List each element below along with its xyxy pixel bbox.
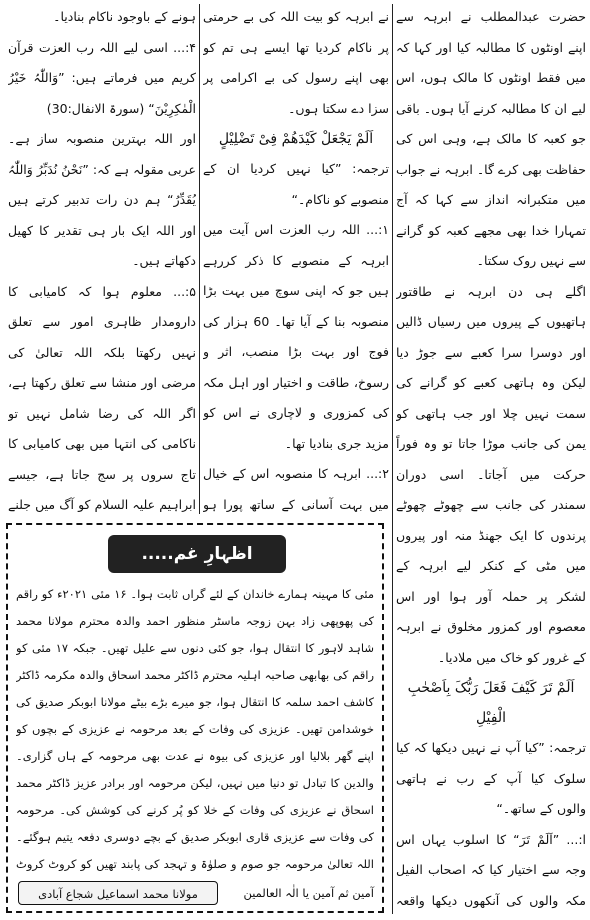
condolence-box [6, 523, 384, 913]
condolence-body: مئی کا مہینہ ہمارے خاندان کے لئے گراں ثابت ہوا۔ ۱۶ مئی ۲۰۲۱ء کو راقم کی پھوپھی زاد بہن زوجہ ماسٹر منظور احمد والدہ محترم مولانا محمد شاہد لاہور کا انتقال ہوا، جو کئی دنوں سے علیل تھیں۔ جبکہ ۱۷ مئی کو راقم کی بھابھی صاحبہ اہلیہ محترم ڈاکٹر محمد اسحاق والدہ مکرمہ ڈاکٹر کاشف احمد سلمہ کا انتقال ہوا، جو میرے بڑے بیٹے مولانا ابوبکر صدیق کی خوشدامن تھیں۔ عزیزی کی وفات کے بعد مرحومہ نے عزیزی کے بچوں کو اپنے گھر بلالیا اور عزیزی کی بیوہ نے عدت بھی مرحومہ کے ہاں گزاری۔ والدین کا تبادل تو دنیا میں نہیں، لیکن مرحومہ اور برادر عزیز ڈاکٹر محمد اسحاق نے عزیزی کی وفات کے خلا کو پُر کرنے کی کوشش کی۔ مرحومہ کی وفات سے عزیزی قاری ابوبکر صدیق کے بچے دوسری دفعہ یتیم ہوگئے۔ اللہ تعالیٰ مرحومہ جو صوم و صلوٰۃ و تہجد کی پابند تھیں کو کروٹ کروٹ [16, 587, 374, 871]
column-middle [203, 2, 389, 512]
column-divider [199, 4, 200, 514]
column-right [396, 2, 586, 918]
condolence-closing: آمین ثم آمین یا الٰہ العالمین [243, 886, 374, 900]
paragraph: ۴:... اسی لیے اللہ رب العزت قرآن کریم میں فرماتے ہیں: ”وَاللّٰہُ خَیْرُ الْمٰکِرِیْنَ“ (سورۃ الانفال:30) [8, 39, 196, 116]
paragraph: ۱:... اللہ رب العزت اس آیت میں ابرہہ کے منصوبے کا ذکر کررہے ہیں جو کہ اپنی سوچ میں بہت بڑا منصوبہ بنا کے آیا تھا۔ 60 ہزار کی فوج اور بہت بڑا منصب، اثر و رسوخ، طاقت و اختیار اور اہل مکہ کی کمزوری و لاچاری نے اس کو مزید جری بنادیا تھا۔ [203, 222, 389, 451]
quran-verse: اَلَمْ تَرَ کَیْفَ فَعَلَ رَبُّکَ بِاَصْحٰبِ الْفِیْلِ [407, 680, 575, 726]
paragraph: ا:... ”اَلَمْ تَرَ“ کا اسلوب یہاں اس وجہ سے اختیار کیا کہ اصحاب الفیل مکہ والوں کی آنکھوں دیکھا واقعہ [396, 831, 586, 908]
paragraph: نے ابرہہ کو بیت اللہ کی بے حرمتی پر ناکام کردیا تھا ایسے ہی تم کو بھی اپنے رسول کی بے اکرامی پر سزا دے سکتا ہوں۔ [203, 9, 389, 116]
column-left [8, 2, 196, 512]
column-divider [392, 4, 393, 914]
paragraph: ہونے کے باوجود ناکام بنادیا۔ [53, 9, 196, 24]
quran-verse: اَلَمْ یَجْعَلْ کَیْدَھُمْ فِیْ تَضْلِیْلٍ [218, 131, 374, 147]
translation: ترجمہ: ”کیا نہیں کردیا ان کے منصوبے کو ناکام۔“ [203, 161, 389, 207]
paragraph: ۵:... معلوم ہوا کہ کامیابی کا دارومدار ظاہری امور سے تعلق نہیں رکھتا بلکہ اللہ تعالیٰ کی مرضی اور منشا سے تعلق رکھتا ہے، اگر اللہ کی رضا شامل نہیں تو ناکامی کی انتہا میں بھی کامیابی کا تاج سروں پر سج جاتا ہے، جیسے ابراہیم علیہ السلام کو آگ میں جلنے [8, 283, 196, 512]
translation: ترجمہ: ”کیا آپ نے نہیں دیکھا کہ کیا سلوک کیا آپ کے رب نے ہاتھی والوں کے ساتھ۔“ [396, 740, 586, 816]
paragraph: اور اللہ بہترین منصوبہ ساز ہے۔ عربی مقولہ ہے کہ: ”نَحْنُ نُدَبِّرُ وَاللّٰہُ یُقَدِّرُ“ ہم دن رات تدبیر کرتے ہیں اور اللہ ایک بار ہی تقدیر کا کھیل دکھاتے ہیں۔ [8, 131, 196, 268]
paragraph: حضرت عبدالمطلب نے ابرہہ سے اپنے اونٹوں کا مطالبہ کیا اور کہا کہ میں فقط اونٹوں کا مالک ہوں، اس لیے ان کا مطالبہ کرنے آیا ہوں۔ باقی جو کعبہ کا مالک ہے، وہی اس کی حفاظت بھی کرے گا۔ ابرہہ نے جواب میں متکبرانہ انداز سے کہا کہ آج تمہارا خدا بھی مجھے کعبہ کو گرانے سے نہیں روک سکتا۔ [396, 9, 586, 268]
paragraph: ۲:... ابرہہ کا منصوبہ اس کے خیال میں بہت آسانی کے ساتھ پورا ہو [203, 466, 389, 512]
paragraph: اگلے ہی دن ابرہہ نے طاقتور ہاتھیوں کے پیروں میں رسیاں ڈالیں اور دوسرا سرا کعبے سے جوڑ دیا لیکن وہ ہاتھی کعبے کو گرانے کی سمت نہیں چلا اور جب ہاتھی کو یمن کی جانب موڑا جاتا تو وہ فوراً حرکت میں آجاتا۔ اسی دوران سمندر کی جانب سے چھوٹے چھوٹے پرندوں کا ایک جھنڈ منہ اور پیروں میں مٹی کے کنکر لیے ابرہہ کے لشکر پر حملہ آور ہوا اور اس معصوم اور کمزور مخلوق نے ابرہہ کے غرور کو خاک میں ملادیا۔ [396, 283, 586, 665]
condolence-title: اظہارِ غم..... [108, 535, 286, 573]
author-signature: مولانا محمد اسماعیل شجاع آبادی [18, 881, 218, 905]
